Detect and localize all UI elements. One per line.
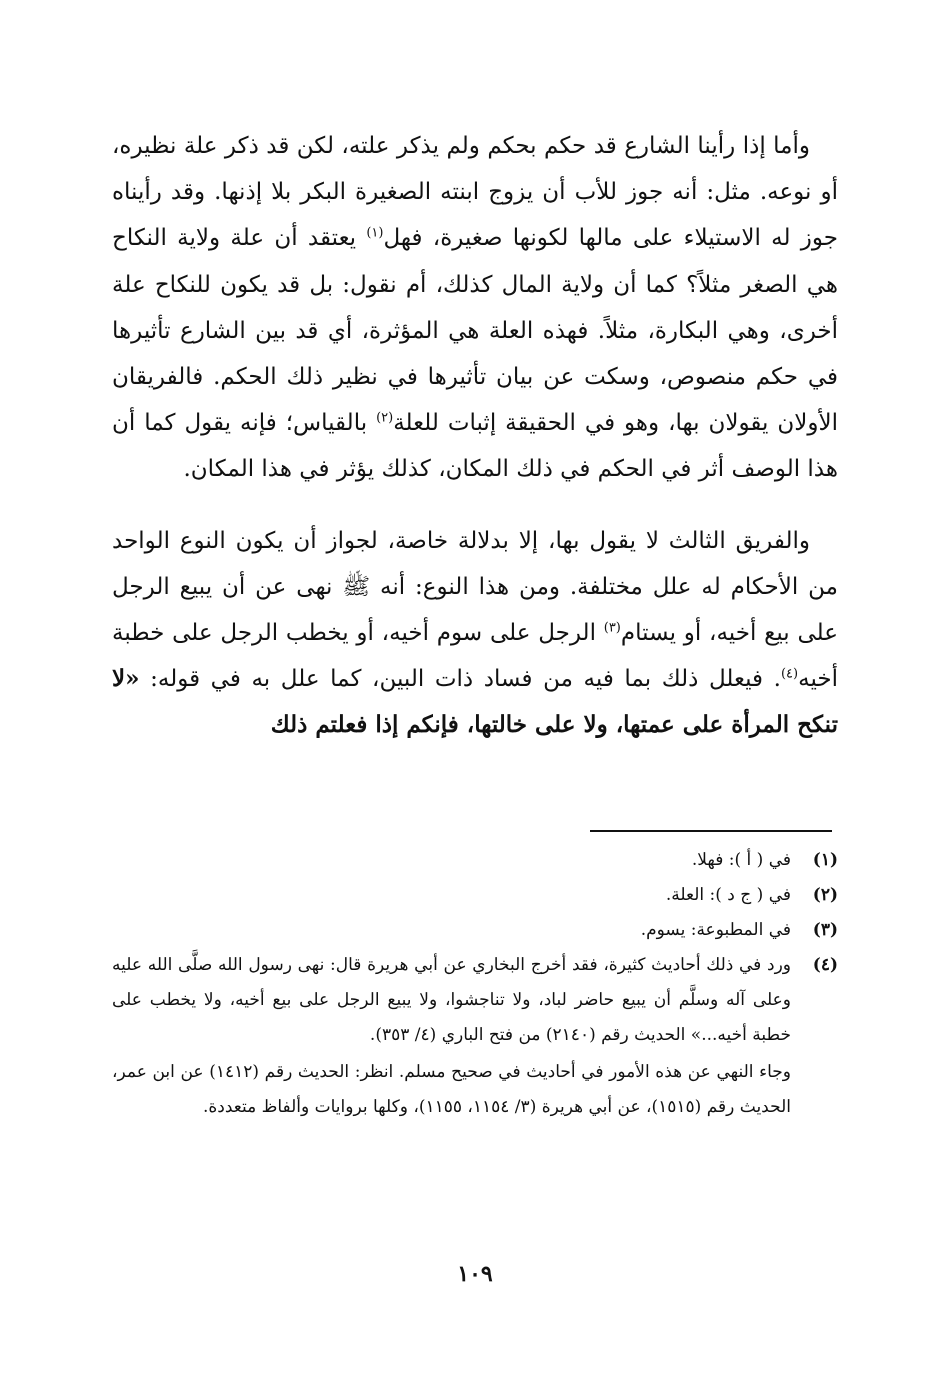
- footnote-number: (٢): [812, 885, 838, 905]
- footnote-reference[interactable]: (٢): [376, 410, 394, 426]
- paragraph-text: بالقياس؛ فإنه يقول كما أن هذا الوصف أثر في الحكم في ذلك المكان، كذلك يؤثر في هذا المكان.: [112, 410, 838, 483]
- footnote-text: ورد في ذلك أحاديث كثيرة، فقد أخرج البخاري عن أبي هريرة قال: نهى رسول الله صلَّى الله عليه وعلى آله وسلَّم أن يبيع حاضر لباد، ولا تناجشوا، ولا يبيع الرجل على بيع أخيه، ولا يخطب على خطبة أخيه...» الحديث رقم (٢١٤٠) من فتح الباري (٤/ ٣٥٣).: [112, 955, 791, 1045]
- hadith-quote: «لا تنكح المرأة على عمتها، ولا على خالتها، فإنكم إذا فعلتم ذلك: [112, 665, 838, 739]
- main-text: [112, 123, 838, 749]
- footnote-item: [112, 843, 838, 878]
- paragraph-text: يعتقد أن علة ولاية النكاح هي الصغر مثلاً؟ كما أن ولاية المال كذلك، أم نقول: بل قد يكون للنكاح علة أخرى، وهي البكارة، مثلاً. فهذه العلة هي المؤثرة، أي قد بين الشارع تأثيرها في حكم منصوص، وسكت عن بيان تأثيرها في نظير ذلك الحكم. فالفريقان الأولان يقولان بها، وهو في الحقيقة إثبات للعلة: [112, 225, 838, 437]
- footnote-item: [112, 948, 838, 1053]
- footnote-text: في المطبوعة: يسوم.: [640, 920, 791, 940]
- footnote-reference[interactable]: (٤): [780, 666, 799, 682]
- paragraph-text: الرجل على سوم أخيه، أو يخطب الرجل على خطبة أخيه: [112, 620, 838, 693]
- paragraph-text: . فيعلل ذلك بما فيه من فساد ذات البين، كما علل به في قوله:: [139, 666, 781, 693]
- paragraph: [112, 123, 838, 493]
- footnote-item: [112, 913, 838, 948]
- footnote-separator: [590, 830, 832, 832]
- paragraph-text: والفريق الثالث لا يقول بها، إلا بدلالة خاصة، لجواز أن يكون النوع الواحد من الأحكام له علل مختلفة. ومن هذا النوع: أنه ﷺ نهى عن أن يبيع الرجل على بيع أخيه، أو يستام: [112, 527, 838, 647]
- footnotes: [112, 843, 838, 1125]
- footnote-number: (٤): [812, 955, 838, 975]
- footnote-number: (١): [812, 850, 838, 870]
- page-number: ١٠٩: [457, 1261, 493, 1287]
- footnote-text: في ( ج د ): العلة.: [665, 885, 791, 905]
- footnote-number: (٣): [812, 920, 838, 940]
- footnote-item: [112, 878, 838, 913]
- footnote-text: في ( أ ): فهلا.: [691, 850, 791, 870]
- footnote-continuation: وجاء النهي عن هذه الأمور في أحاديث في صحيح مسلم. انظر: الحديث رقم (١٤١٢) عن ابن عمر، الحديث رقم (١٥١٥)، عن أبي هريرة (٣/ ١١٥٤، ١١٥٥)، وكلها بروايات وألفاظ متعددة.: [112, 1062, 791, 1117]
- paragraph-text: وأما إذا رأينا الشارع قد حكم بحكم ولم يذكر علته، لكن قد ذكر علة نظيره، أو نوعه. مثل: أنه جوز للأب أن يزوج ابنته الصغيرة البكر بلا إذنها. وقد رأيناه جوز له الاستيلاء على مالها لكونها صغيرة، فهل: [112, 133, 838, 252]
- paragraph: [112, 518, 838, 749]
- footnote-reference[interactable]: (٣): [603, 620, 621, 636]
- footnote-reference[interactable]: (١): [366, 225, 384, 241]
